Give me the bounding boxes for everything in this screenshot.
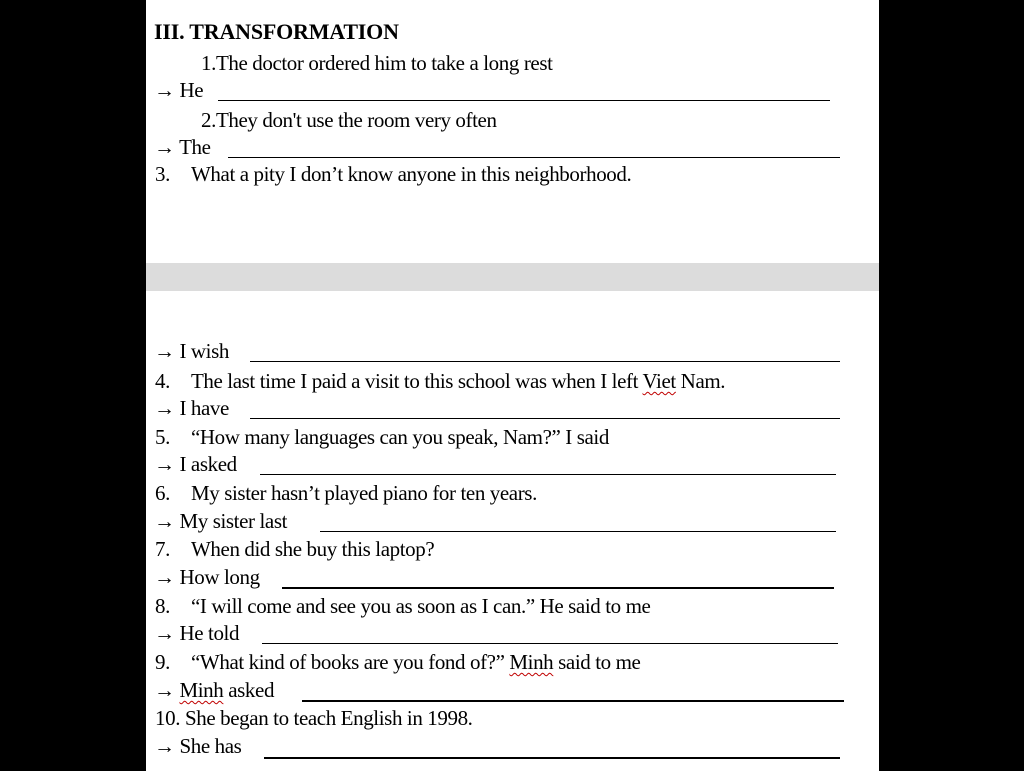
item-7-answer-line[interactable]	[282, 587, 834, 589]
item-number: 4.	[155, 369, 170, 393]
item-number: 5.	[155, 425, 170, 449]
item-8-sentence	[155, 593, 650, 619]
item-5-answer-line[interactable]	[260, 474, 836, 475]
arrow-icon: →	[154, 452, 175, 476]
item-text: “What kind of books are you fond of?”	[191, 650, 510, 674]
item-2-sentence	[201, 107, 497, 133]
item-number: 8.	[155, 594, 170, 618]
item-text: She began to teach English in 1998.	[185, 706, 473, 730]
item-text: They don't use the room very often	[215, 108, 497, 132]
item-3-answer-line[interactable]	[250, 361, 840, 362]
item-text: My sister hasn’t played piano for ten years.	[191, 481, 537, 505]
page-break-gap	[146, 263, 879, 291]
item-text: The doctor ordered him to take a long rest	[215, 51, 553, 75]
arrow-icon: →	[154, 678, 175, 702]
prompt-text: She has	[179, 734, 242, 758]
section-title: III. TRANSFORMATION	[154, 19, 399, 44]
item-1-answer-prompt	[154, 77, 203, 103]
item-text: Nam.	[675, 369, 726, 393]
prompt-text: asked	[223, 678, 275, 702]
item-2-answer-line[interactable]	[228, 157, 840, 158]
item-number: 6.	[155, 481, 170, 505]
arrow-icon: →	[154, 565, 175, 589]
spellcheck-flagged-word: Minh	[179, 678, 224, 702]
item-text: What a pity I don’t know anyone in this neighborhood.	[191, 162, 632, 186]
arrow-icon: →	[154, 339, 175, 363]
item-4-sentence	[155, 368, 725, 394]
item-9-answer-line[interactable]	[302, 700, 844, 702]
item-6-answer-prompt	[154, 508, 287, 534]
prompt-text: How long	[179, 565, 260, 589]
item-number: 7.	[155, 537, 170, 561]
item-number: 9.	[155, 650, 170, 674]
arrow-icon: →	[154, 621, 175, 645]
item-1-sentence	[201, 50, 553, 76]
item-text: said to me	[553, 650, 641, 674]
prompt-text: I wish	[179, 339, 229, 363]
item-text: “I will come and see you as soon as I can.” He said to me	[191, 594, 651, 618]
arrow-icon: →	[154, 135, 175, 159]
arrow-icon: →	[154, 396, 175, 420]
item-9-answer-prompt	[154, 677, 274, 703]
arrow-icon: →	[154, 509, 175, 533]
item-8-answer-line[interactable]	[262, 643, 838, 644]
item-7-sentence	[155, 536, 434, 562]
item-number: 2.	[201, 108, 216, 132]
item-5-sentence	[155, 424, 609, 450]
item-number: 3.	[155, 162, 170, 186]
item-10-answer-line[interactable]	[264, 757, 840, 759]
item-1-answer-line[interactable]	[218, 100, 830, 101]
item-number: 1.	[201, 51, 216, 75]
item-text: “How many languages can you speak, Nam?” I said	[191, 425, 609, 449]
prompt-text: The	[179, 135, 211, 159]
item-6-sentence	[155, 480, 537, 506]
item-3-sentence	[155, 161, 631, 187]
arrow-icon: →	[154, 734, 175, 758]
item-4-answer-prompt	[154, 395, 229, 421]
item-3-answer-prompt	[154, 338, 229, 364]
item-number: 10.	[155, 706, 181, 730]
item-10-sentence	[155, 705, 473, 731]
item-8-answer-prompt	[154, 620, 239, 646]
item-text: The last time I paid a visit to this school was when I left	[191, 369, 643, 393]
item-5-answer-prompt	[154, 451, 237, 477]
spellcheck-flagged-word: Minh	[509, 650, 554, 674]
item-text: When did she buy this laptop?	[191, 537, 435, 561]
prompt-text: My sister last	[179, 509, 288, 533]
item-6-answer-line[interactable]	[320, 531, 836, 532]
item-9-sentence	[155, 649, 640, 675]
prompt-text: I have	[179, 396, 229, 420]
prompt-text: He told	[179, 621, 240, 645]
item-7-answer-prompt	[154, 564, 260, 590]
arrow-icon: →	[154, 78, 175, 102]
prompt-text: He	[179, 78, 204, 102]
prompt-text: I asked	[179, 452, 237, 476]
item-2-answer-prompt	[154, 134, 211, 160]
item-10-answer-prompt	[154, 733, 241, 759]
spellcheck-flagged-word: Viet	[642, 369, 676, 393]
item-4-answer-line[interactable]	[250, 418, 840, 419]
